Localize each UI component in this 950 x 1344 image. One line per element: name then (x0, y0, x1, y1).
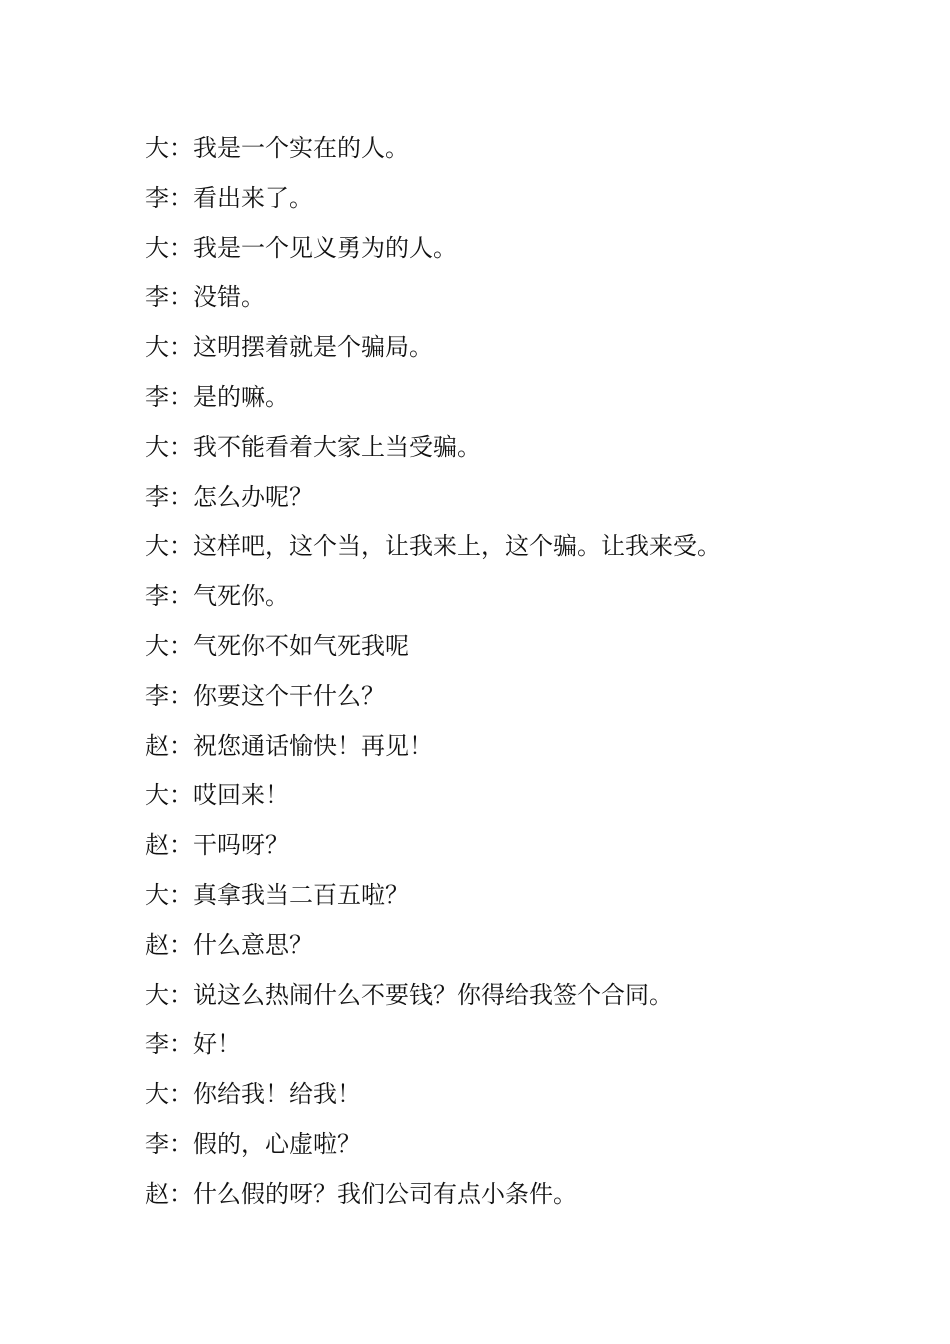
dialogue-text: 是的嘛。 (193, 382, 289, 411)
dialogue-text: 看出来了。 (193, 183, 313, 212)
speaker-label: 大： (145, 333, 193, 362)
dialogue-text: 这样吧，这个当，让我来上，这个骗。让我来受。 (193, 532, 721, 561)
dialogue-text: 气死你。 (193, 582, 289, 611)
dialogue-line (145, 377, 865, 427)
dialogue-line (145, 676, 865, 726)
dialogue-text: 真拿我当二百五啦？ (193, 880, 409, 909)
dialogue-line (145, 128, 865, 178)
dialogue-text: 说这么热闹什么不要钱？你得给我签个合同。 (193, 980, 673, 1009)
speaker-label: 李： (145, 382, 193, 411)
dialogue-line (145, 427, 865, 477)
dialogue-text: 怎么办呢？ (193, 482, 313, 511)
dialogue-line (145, 1174, 865, 1224)
speaker-label: 李： (145, 1030, 193, 1059)
dialogue-line (145, 1024, 865, 1074)
speaker-label: 赵： (145, 930, 193, 959)
speaker-label: 大： (145, 233, 193, 262)
dialogue-line (145, 626, 865, 676)
speaker-label: 大： (145, 781, 193, 810)
dialogue-line (145, 228, 865, 278)
dialogue-text: 干吗呀？ (193, 831, 289, 860)
speaker-label: 李： (145, 582, 193, 611)
dialogue-line (145, 975, 865, 1025)
dialogue-text: 你要这个干什么？ (193, 681, 385, 710)
dialogue-line (145, 825, 865, 875)
speaker-label: 李： (145, 283, 193, 312)
speaker-label: 李： (145, 681, 193, 710)
speaker-label: 大： (145, 432, 193, 461)
dialogue-line (145, 1074, 865, 1124)
dialogue-text: 我是一个实在的人。 (193, 134, 409, 162)
dialogue-line (145, 925, 865, 975)
speaker-label: 赵： (145, 831, 193, 860)
dialogue-text: 假的，心虚啦？ (193, 1129, 361, 1158)
speaker-label: 赵： (145, 731, 193, 760)
speaker-label: 大： (145, 134, 193, 162)
dialogue-text: 这明摆着就是个骗局。 (193, 333, 433, 362)
speaker-label: 大： (145, 631, 193, 660)
speaker-label: 赵： (145, 1179, 193, 1208)
dialogue-text: 什么假的呀？我们公司有点小条件。 (193, 1179, 577, 1208)
dialogue-text: 没错。 (193, 283, 265, 312)
dialogue-script (145, 128, 865, 1224)
dialogue-line (145, 477, 865, 527)
speaker-label: 大： (145, 1080, 193, 1109)
dialogue-line (145, 178, 865, 228)
speaker-label: 大： (145, 980, 193, 1009)
dialogue-line (145, 875, 865, 925)
speaker-label: 大： (145, 532, 193, 561)
dialogue-line (145, 526, 865, 576)
dialogue-line (145, 576, 865, 626)
speaker-label: 李： (145, 482, 193, 511)
dialogue-line (145, 1124, 865, 1174)
dialogue-text: 我是一个见义勇为的人。 (193, 233, 457, 262)
dialogue-text: 好！ (193, 1030, 241, 1059)
dialogue-line (145, 775, 865, 825)
dialogue-line (145, 327, 865, 377)
dialogue-text: 什么意思？ (193, 930, 313, 959)
speaker-label: 大： (145, 880, 193, 909)
dialogue-text: 气死你不如气死我呢 (193, 631, 409, 660)
speaker-label: 李： (145, 1129, 193, 1158)
dialogue-line (145, 726, 865, 776)
dialogue-text: 哎回来！ (193, 781, 289, 810)
speaker-label: 李： (145, 183, 193, 212)
dialogue-line (145, 277, 865, 327)
dialogue-text: 我不能看着大家上当受骗。 (193, 432, 481, 461)
dialogue-text: 祝您通话愉快！再见！ (193, 731, 433, 760)
dialogue-text: 你给我！给我！ (193, 1080, 361, 1109)
